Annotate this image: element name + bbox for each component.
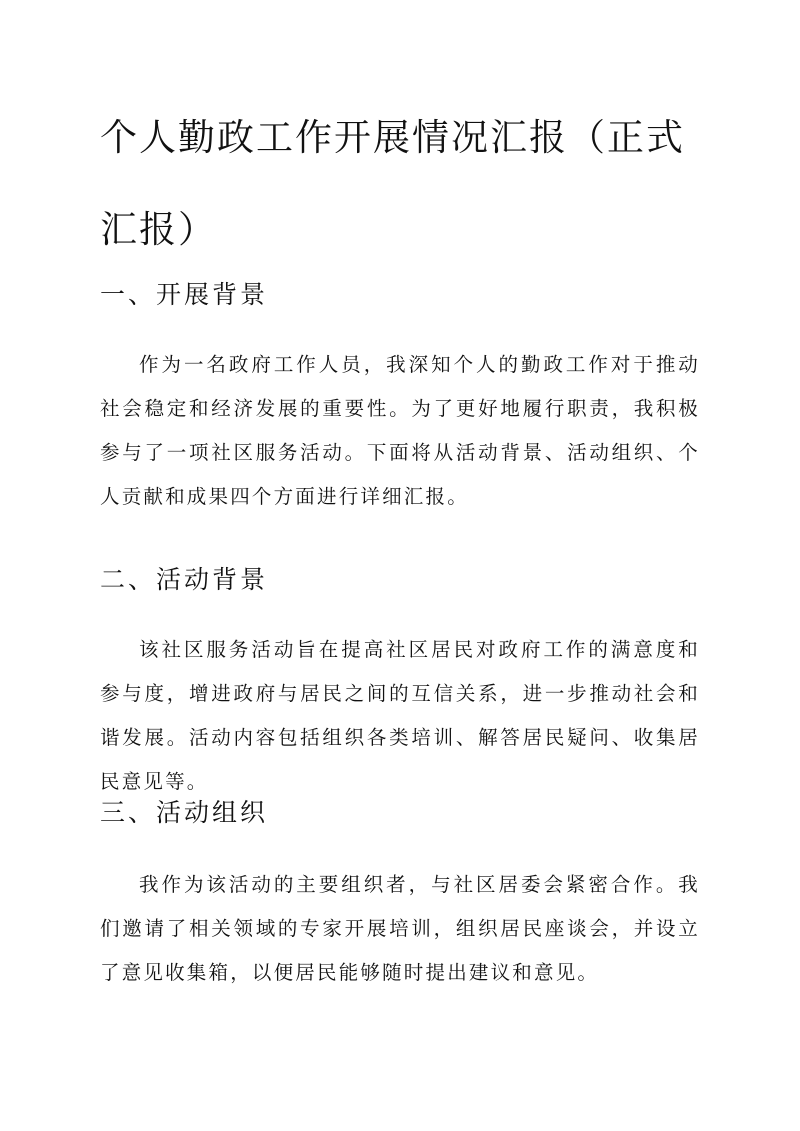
section-heading-activity-organization: 三、活动组织: [100, 798, 269, 827]
document-title: 个人勤政工作开展情况汇报（正式汇报）: [100, 116, 685, 251]
section-heading-activity-background: 二、活动背景: [100, 565, 269, 594]
section-heading-background: 一、开展背景: [100, 280, 269, 309]
section-paragraph-background: 作为一名政府工作人员，我深知个人的勤政工作对于推动社会稳定和经济发展的重要性。为了更好地履行职责，我积极参与了一项社区服务活动。下面将从活动背景、活动组织、个人贡献和成果四个方面进行详细汇报。: [100, 353, 700, 508]
section-paragraph-activity-organization: 我作为该活动的主要组织者，与社区居委会紧密合作。我们邀请了相关领域的专家开展培训，组织居民座谈会，并设立了意见收集箱，以便居民能够随时提出建议和意见。: [100, 873, 700, 984]
section-paragraph-activity-background: 该社区服务活动旨在提高社区居民对政府工作的满意度和参与度，增进政府与居民之间的互信关系，进一步推动社会和谐发展。活动内容包括组织各类培训、解答居民疑问、收集居民意见等。: [100, 638, 700, 793]
